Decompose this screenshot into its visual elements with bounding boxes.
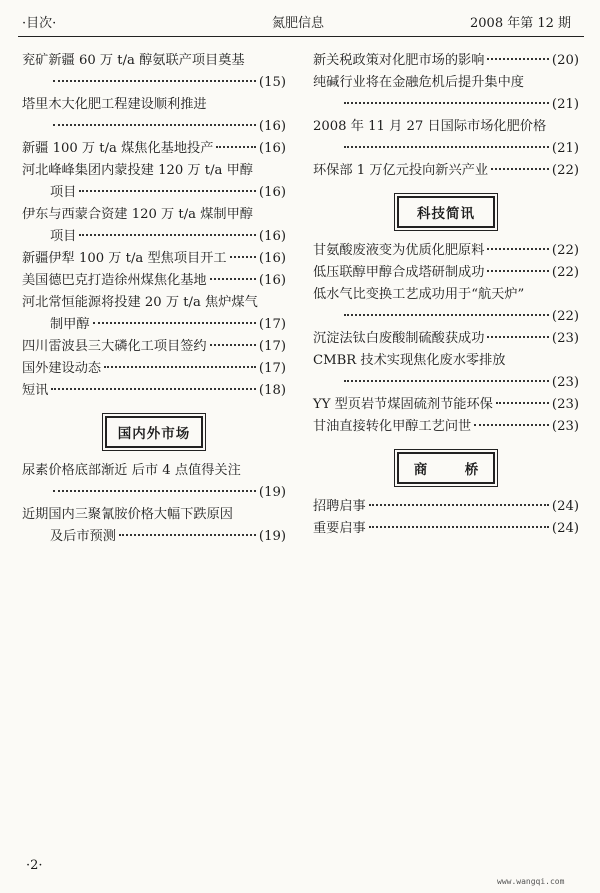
- header-rule: [18, 36, 584, 37]
- page-number: ·2·: [26, 858, 43, 873]
- dot-leader: [474, 424, 549, 426]
- dot-leader: [104, 366, 256, 368]
- toc-entry-page: (16): [258, 251, 286, 266]
- toc-entry-title: 低水气比变换工艺成功用于“航天炉”: [313, 287, 525, 302]
- header-journal-title: 氮肥信息: [272, 16, 325, 31]
- header-issue: 2008 年第 12 期: [470, 16, 572, 31]
- toc-entry[interactable]: [313, 240, 579, 262]
- toc-entry-title: 河北常恒能源将投建 20 万 t/a 焦炉煤气: [22, 295, 258, 310]
- toc-entry-title: 四川雷波县三大磷化工项目签约: [22, 339, 207, 354]
- toc-entry[interactable]: [313, 284, 579, 328]
- toc-entry-page: (21): [551, 97, 579, 112]
- section-heading-tech-news: 科技简讯: [397, 196, 495, 228]
- toc-entry-page: (16): [258, 119, 286, 134]
- toc-entry[interactable]: [22, 204, 286, 248]
- dot-leader: [344, 314, 549, 316]
- toc-entry-title: CMBR 技术实现焦化废水零排放: [313, 353, 506, 368]
- toc-entry-page: (22): [551, 243, 579, 258]
- toc-entry-page: (22): [551, 265, 579, 280]
- toc-entry-title: 甘氨酸废液变为优质化肥原料: [313, 243, 485, 258]
- toc-entry-page: (19): [258, 485, 286, 500]
- toc-entry-page: (17): [258, 339, 286, 354]
- toc-entry-page: (16): [258, 273, 286, 288]
- dot-leader: [369, 526, 549, 528]
- toc-entry-title: 招聘启事: [313, 499, 366, 514]
- watermark: www.wangqi.com: [497, 877, 565, 886]
- toc-entry-page: (16): [258, 141, 286, 156]
- dot-leader: [344, 102, 549, 104]
- toc-left-column: [22, 50, 286, 548]
- toc-entry-page: (16): [258, 229, 286, 244]
- toc-entry[interactable]: [22, 380, 286, 402]
- toc-entry[interactable]: [22, 138, 286, 160]
- toc-entry-title: 2008 年 11 月 27 日国际市场化肥价格: [313, 119, 547, 134]
- toc-entry-page: (19): [258, 529, 286, 544]
- dot-leader: [344, 146, 549, 148]
- toc-list-tech-news: [313, 240, 579, 438]
- toc-entry-title: 沉淀法钛白废酸制硫酸获成功: [313, 331, 485, 346]
- toc-entry-title: 塔里木大化肥工程建设顺利推进: [22, 97, 207, 112]
- toc-entry[interactable]: [313, 518, 579, 540]
- toc-entry-page: (18): [258, 383, 286, 398]
- toc-entry-page: (22): [551, 309, 579, 324]
- toc-entry[interactable]: [22, 460, 286, 504]
- toc-entry[interactable]: [313, 416, 579, 438]
- dot-leader: [487, 336, 548, 338]
- toc-list-market: [22, 460, 286, 548]
- dot-leader: [53, 80, 256, 82]
- toc-entry[interactable]: [22, 504, 286, 548]
- dot-leader: [79, 190, 256, 192]
- toc-list-policy: [313, 50, 579, 182]
- toc-entry-title: YY 型页岩节煤固硫剂节能环保: [313, 397, 493, 412]
- toc-entry-page: (22): [551, 163, 579, 178]
- toc-entry[interactable]: [313, 160, 579, 182]
- toc-entry-title: 河北峰峰集团内蒙投建 120 万 t/a 甲醇: [22, 163, 253, 178]
- toc-entry-title: 纯碱行业将在金融危机后提升集中度: [313, 75, 524, 90]
- toc-entry[interactable]: [22, 336, 286, 358]
- toc-entry[interactable]: [313, 116, 579, 160]
- toc-entry[interactable]: [22, 270, 286, 292]
- dot-leader: [344, 380, 549, 382]
- toc-entry-title: 重要启事: [313, 521, 366, 536]
- dot-leader: [51, 388, 256, 390]
- toc-entry-title: 近期国内三聚氰胺价格大幅下跌原因: [22, 507, 233, 522]
- dot-leader: [216, 146, 256, 148]
- header-section-label: ·目次·: [22, 16, 57, 31]
- toc-entry-title: 伊东与西蒙合资建 120 万 t/a 煤制甲醇: [22, 207, 253, 222]
- toc-entry-page: (15): [258, 75, 286, 90]
- toc-entry-page: (20): [551, 53, 579, 68]
- toc-entry[interactable]: [22, 50, 286, 94]
- toc-entry[interactable]: [313, 262, 579, 284]
- toc-entry-page: (23): [551, 419, 579, 434]
- toc-entry-page: (24): [551, 521, 579, 536]
- toc-entry-title: 项目: [50, 229, 77, 244]
- dot-leader: [210, 278, 256, 280]
- toc-entry-page: (17): [258, 361, 286, 376]
- toc-entry-title: 甘油直接转化甲醇工艺问世: [313, 419, 472, 434]
- toc-entry[interactable]: [22, 292, 286, 336]
- toc-list-business-bridge: [313, 496, 579, 540]
- section-heading-business-bridge: 商 桥: [397, 452, 495, 484]
- toc-entry-title: 新关税政策对化肥市场的影响: [313, 53, 485, 68]
- dot-leader: [369, 504, 549, 506]
- toc-list-construction: [22, 50, 286, 402]
- toc-entry[interactable]: [313, 496, 579, 518]
- toc-entry[interactable]: [22, 358, 286, 380]
- dot-leader: [53, 124, 256, 126]
- toc-entry-title: 兖矿新疆 60 万 t/a 醇氨联产项目奠基: [22, 53, 245, 68]
- toc-entry[interactable]: [313, 350, 579, 394]
- dot-leader: [79, 234, 256, 236]
- toc-entry-page: (16): [258, 185, 286, 200]
- dot-leader: [93, 322, 256, 324]
- toc-entry-title: 环保部 1 万亿元投向新兴产业: [313, 163, 489, 178]
- toc-entry[interactable]: [313, 50, 579, 72]
- toc-entry-title: 美国德巴克打造徐州煤焦化基地: [22, 273, 207, 288]
- toc-entry-page: (23): [551, 375, 579, 390]
- toc-entry[interactable]: [313, 394, 579, 416]
- toc-entry-page: (21): [551, 141, 579, 156]
- dot-leader: [487, 58, 548, 60]
- toc-entry[interactable]: [22, 248, 286, 270]
- toc-entry-title: 短讯: [22, 383, 49, 398]
- dot-leader: [496, 402, 549, 404]
- dot-leader: [210, 344, 256, 346]
- toc-entry-title: 新疆伊犁 100 万 t/a 型焦项目开工: [22, 251, 227, 266]
- page-header: [0, 0, 600, 38]
- toc-entry-page: (23): [551, 397, 579, 412]
- toc-entry-title: 低压联醇甲醇合成塔研制成功: [313, 265, 485, 280]
- section-heading-market: 国内外市场: [105, 416, 203, 448]
- dot-leader: [487, 270, 548, 272]
- toc-entry-title: 项目: [50, 185, 77, 200]
- toc-entry-title: 及后市预测: [50, 529, 116, 544]
- toc-entry-page: (24): [551, 499, 579, 514]
- dot-leader: [230, 256, 256, 258]
- dot-leader: [491, 168, 549, 170]
- toc-entry-page: (17): [258, 317, 286, 332]
- toc-entry-title: 国外建设动态: [22, 361, 102, 376]
- dot-leader: [119, 534, 256, 536]
- toc-right-column: [313, 50, 579, 540]
- toc-entry-title: 制甲醇: [50, 317, 90, 332]
- dot-leader: [53, 490, 256, 492]
- dot-leader: [487, 248, 548, 250]
- toc-entry-title: 尿素价格底部渐近 后市 4 点值得关注: [22, 463, 241, 478]
- toc-entry[interactable]: [22, 160, 286, 204]
- toc-entry-page: (23): [551, 331, 579, 346]
- toc-entry-title: 新疆 100 万 t/a 煤焦化基地投产: [22, 141, 214, 156]
- toc-entry[interactable]: [22, 94, 286, 138]
- toc-entry[interactable]: [313, 72, 579, 116]
- toc-entry[interactable]: [313, 328, 579, 350]
